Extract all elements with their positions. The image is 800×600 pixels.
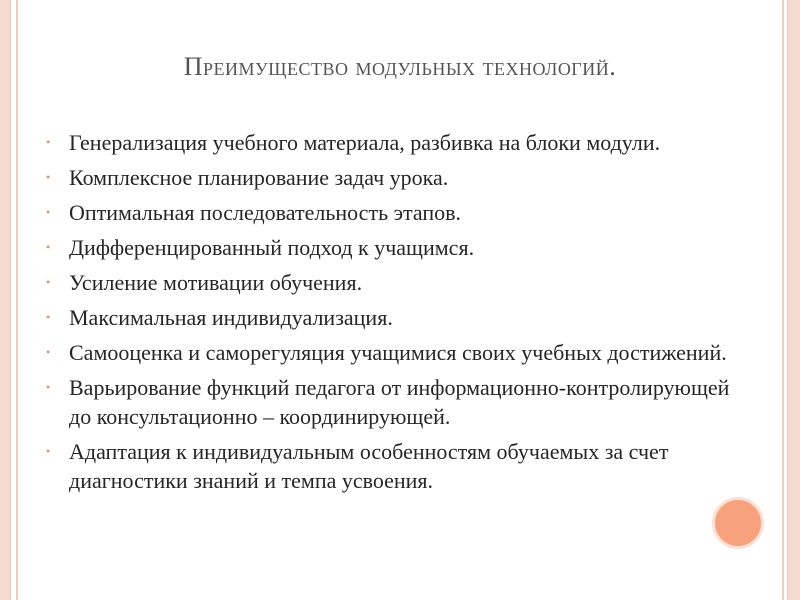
bullet-dot-icon: •: [46, 240, 51, 254]
bullet-dot-icon: •: [46, 310, 51, 324]
bullet-dot-icon: •: [46, 170, 51, 184]
bullet-item: [46, 233, 736, 262]
bullet-text: Дифференцированный подход к учащимся.: [69, 235, 475, 260]
bullet-item: [46, 437, 736, 495]
bullet-item: [46, 303, 736, 332]
bullet-dot-icon: •: [46, 275, 51, 289]
bullet-dot-icon: •: [46, 380, 51, 394]
left-frame: [0, 0, 11, 600]
bullet-text: Оптимальная последовательность этапов.: [69, 200, 462, 225]
right-frame: [787, 0, 800, 600]
accent-circle: [712, 497, 764, 549]
bullet-text: Комплексное планирование задач урока.: [69, 165, 449, 190]
bullet-item: [46, 338, 736, 367]
bullet-item: [46, 373, 736, 431]
bullet-text: Адаптация к индивидуальным особенностям обучаемых за счет диагностики знаний и темпа усвоения.: [69, 439, 669, 493]
bullet-text: Максимальная индивидуализация.: [69, 305, 393, 330]
slide-title: Преимущество модульных технологий.: [183, 52, 617, 81]
bullet-text: Генерализация учебного материала, разбивка на блоки модули.: [69, 130, 661, 155]
bullet-item: [46, 163, 736, 192]
bullet-dot-icon: •: [46, 135, 51, 149]
bullet-text: Варьирование функций педагога от информационно-контролирующей до консультационно – координирующей.: [69, 375, 730, 429]
right-frame-line: [782, 0, 784, 600]
bullet-text: Самооценка и саморегуляция учащимися своих учебных достижений.: [69, 340, 727, 365]
left-frame-line: [16, 0, 18, 600]
bullet-item: [46, 268, 736, 297]
bullet-item: [46, 128, 736, 157]
bullet-item: [46, 198, 736, 227]
bullet-dot-icon: •: [46, 205, 51, 219]
bullet-dot-icon: •: [46, 345, 51, 359]
bullet-text: Усиление мотивации обучения.: [69, 270, 363, 295]
bullet-dot-icon: •: [46, 444, 51, 458]
bullet-list: [46, 128, 736, 501]
